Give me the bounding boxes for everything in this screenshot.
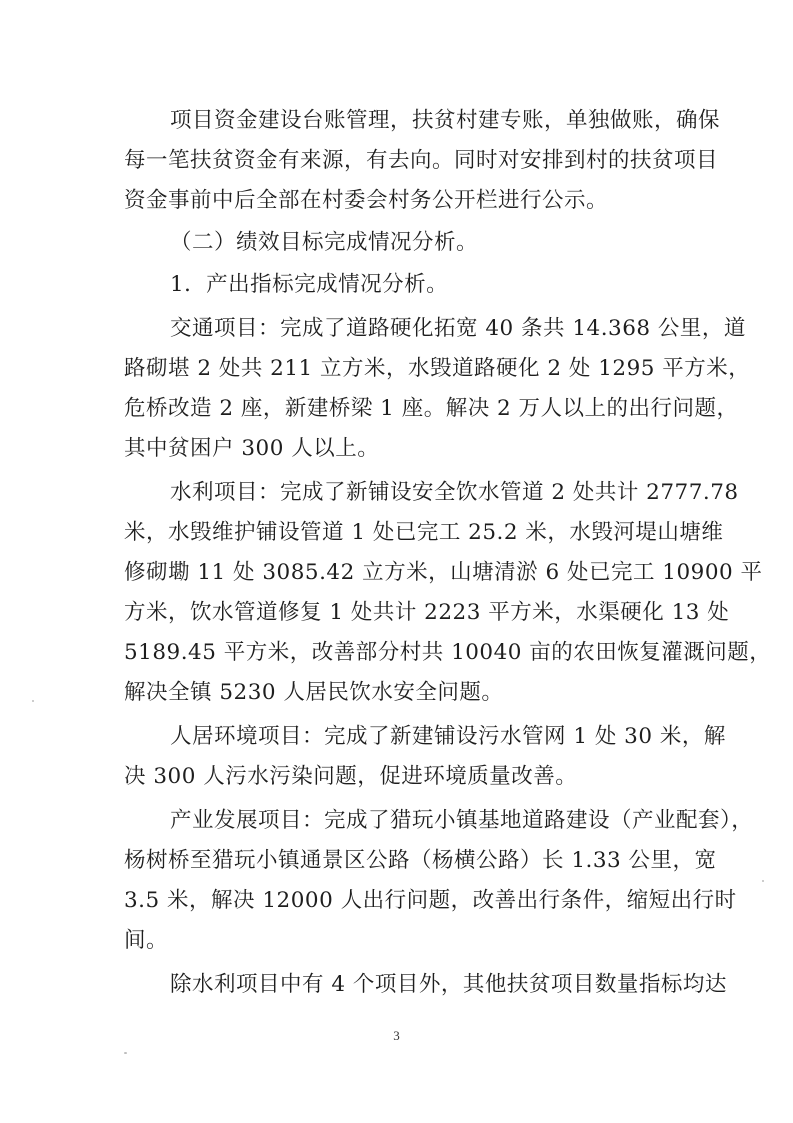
paragraph-line: 每一笔扶贫资金有来源，有去向。同时对安排到村的扶贫项目: [124, 148, 719, 173]
paragraph-line: 解决全镇 5230 人居民饮水安全问题。: [124, 680, 504, 705]
paragraph-line: 资金事前中后全部在村委会村务公开栏进行公示。: [124, 188, 609, 213]
page-number: 3: [393, 1028, 400, 1043]
paragraph-line: 方米，饮水管道修复 1 处共计 2223 平方米，水渠硬化 13 处: [124, 600, 730, 625]
paragraph-line: 间。: [124, 928, 169, 953]
paragraph-line: 项目资金建设台账管理，扶贫村建专账，单独做账，确保: [170, 108, 721, 133]
paragraph-line: 3.5 米，解决 12000 人出行问题，改善出行条件，缩短出行时: [124, 888, 737, 913]
paragraph-line: 水利项目：完成了新铺设安全饮水管道 2 处共计 2777.78: [170, 480, 739, 505]
paragraph-line: 修砌墈 11 处 3085.42 立方米，山塘清淤 6 处已完工 10900 平: [124, 560, 763, 585]
paragraph-line: 杨树桥至猎玩小镇通景区公路（杨横公路）长 1.33 公里，宽: [124, 848, 717, 873]
paragraph-line: 人居环境项目：完成了新建铺设污水管网 1 处 30 米，解: [170, 724, 726, 749]
scan-speck: [124, 1052, 127, 1054]
paragraph-line: 其中贫困户 300 人以上。: [124, 436, 380, 461]
scan-speck: [32, 700, 34, 702]
paragraph-line: 除水利项目中有 4 个项目外，其他扶贫项目数量指标均达: [170, 972, 727, 997]
paragraph-line: 5189.45 平方米，改善部分村共 10040 亩的农田恢复灌溉问题，: [124, 640, 772, 665]
subsection-heading: 1．产出指标完成情况分析。: [170, 272, 449, 297]
paragraph-line: 路砌堪 2 处共 211 立方米，水毁道路硬化 2 处 1295 平方米，: [124, 356, 751, 381]
paragraph-line: 米，水毁维护铺设管道 1 处已完工 25.2 米，水毁河堤山塘维: [124, 520, 724, 545]
paragraph-line: 危桥改造 2 座，新建桥梁 1 座。解决 2 万人以上的出行问题，: [124, 396, 739, 421]
scan-speck: [762, 880, 764, 882]
paragraph-line: 产业发展项目：完成了猎玩小镇基地道路建设（产业配套），: [170, 808, 754, 833]
paragraph-line: 决 300 人污水污染问题，促进环境质量改善。: [124, 764, 578, 789]
paragraph-line: 交通项目：完成了道路硬化拓宽 40 条共 14.368 公里，道: [170, 316, 746, 341]
section-heading: （二）绩效目标完成情况分析。: [170, 230, 479, 255]
